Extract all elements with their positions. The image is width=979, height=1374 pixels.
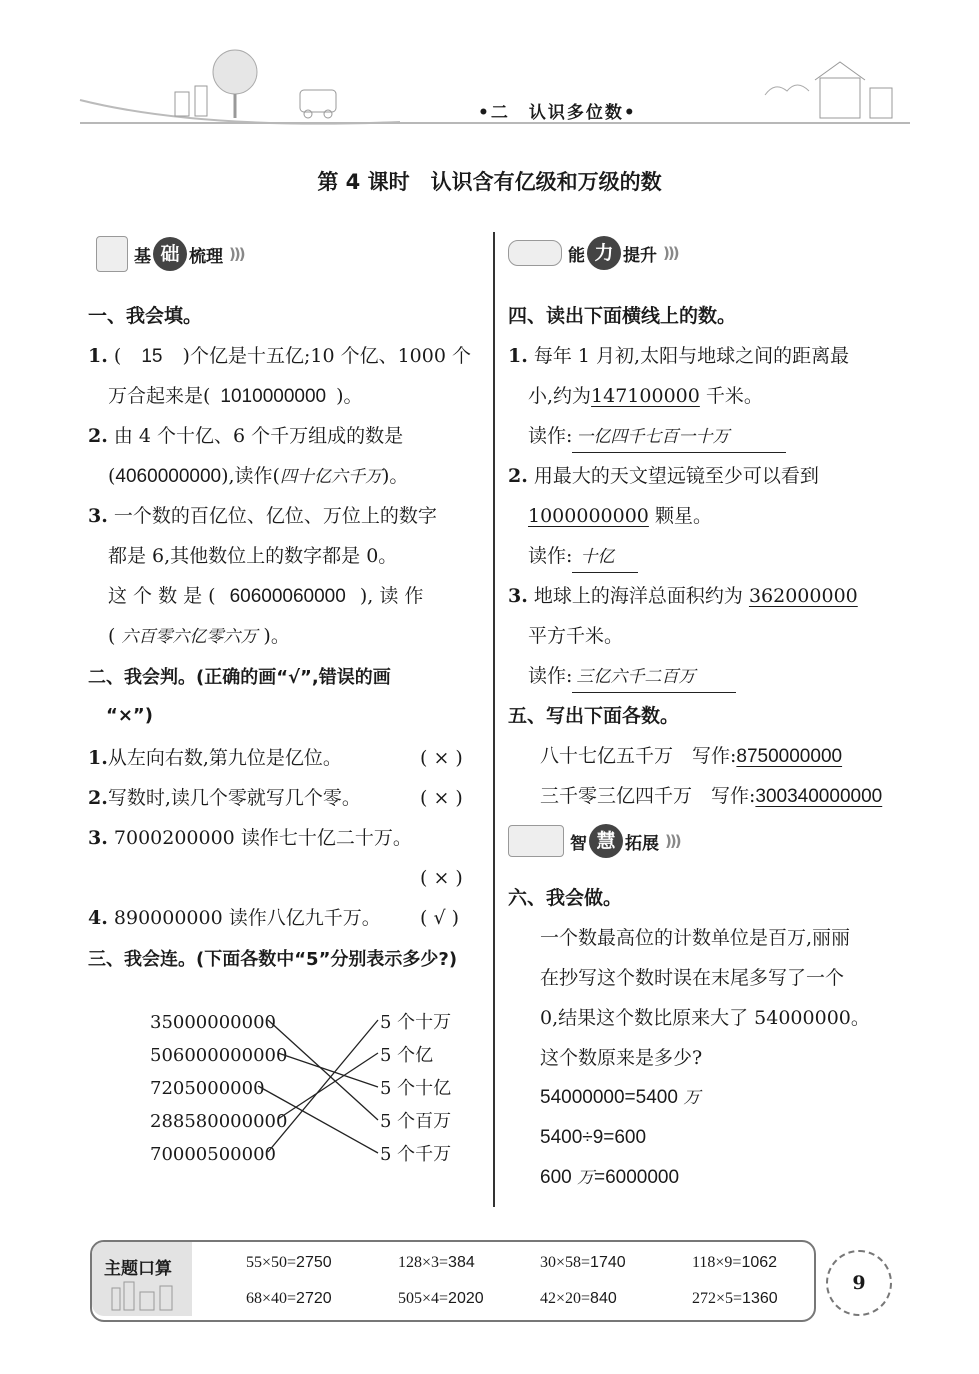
r1-read: 读作: 一亿四千七百一十万: [528, 416, 786, 456]
footer-label: 主题口算: [104, 1259, 172, 1279]
lesson-title: 第 4 课时 认识含有亿级和万级的数: [317, 170, 662, 194]
r3-line-2: 平方千米。: [528, 625, 624, 647]
section-6-heading: 六、我会做。: [508, 887, 623, 909]
judge-1: 1.从左向右数,第九位是亿位。: [88, 747, 342, 769]
r3-read-answer: 三亿六千二百万: [572, 662, 736, 693]
r2-line-2: 1000000000 颗星。: [528, 505, 712, 527]
badge-text: 拓展: [625, 833, 659, 854]
calc-item: 42×20=840: [540, 1290, 617, 1307]
column-divider: [493, 232, 495, 1207]
footer-calc-box: [90, 1240, 816, 1322]
write-2: 三千零三亿四千万 写作:300340000000: [540, 785, 883, 807]
judge-4: 4. 890000000 读作八亿九千万。: [88, 907, 381, 929]
match-left-list: [150, 1006, 287, 1171]
problem-line-4: 这个数原来是多少?: [540, 1047, 703, 1069]
section-5-heading: 五、写出下面各数。: [508, 705, 680, 727]
match-right-item: 5 个百万: [380, 1111, 452, 1132]
q3-line-3: 这 个 数 是 ( 60600060000 ), 读 作: [108, 585, 424, 607]
badge-circle: 力: [587, 236, 621, 270]
write-1-answer: 8750000000: [736, 746, 843, 767]
q3-line-4: ( 六百零六亿零六万 )。: [108, 625, 290, 647]
q2-line-2: (4060000000),读作(四十亿六千万)。: [108, 465, 409, 487]
calc-item: 68×40=2720: [246, 1290, 332, 1307]
judge-3-answer: ( × ): [420, 867, 463, 889]
slide-icon: [96, 236, 128, 272]
solution-line-1: 54000000=5400 万: [540, 1087, 701, 1108]
r2-line-1: 2. 用最大的天文望远镜至少可以看到: [508, 465, 819, 487]
match-left-item: 35000000000: [150, 1012, 276, 1033]
calc-item: 118×9=1062: [692, 1254, 778, 1271]
r1-line-2: 小,约为147100000 千米。: [528, 385, 763, 407]
waves-icon: ))): [665, 832, 680, 850]
q2-answer-2: 四十亿六千万: [279, 467, 382, 487]
q3-line-1: 3. 一个数的百亿位、亿位、万位上的数字: [88, 505, 437, 527]
section-2-heading-cont: “×”): [106, 705, 153, 726]
write-2-answer: 300340000000: [755, 786, 883, 807]
r2-read-answer: 十亿: [572, 542, 638, 573]
judge-3: 3. 7000200000 读作七十亿二十万。: [88, 827, 412, 849]
badge-char: 能: [568, 245, 585, 266]
waves-icon: ))): [663, 244, 678, 262]
problem-line-3: 0,结果这个数比原来大了 54000000。: [540, 1007, 870, 1029]
waves-icon: ))): [229, 245, 244, 263]
judge-4-answer: ( √ ): [420, 907, 460, 929]
r3-read: 读作: 三亿六千二百万: [528, 656, 736, 696]
r1-read-answer: 一亿四千七百一十万: [572, 422, 786, 453]
q3-answer-2: 六百零六亿零六万: [121, 627, 258, 647]
q1-answer-1: 15: [141, 346, 163, 367]
q1-answer-2: 1010000000: [220, 386, 327, 407]
match-left-item: 506000000000: [150, 1045, 288, 1066]
badge-text: 梳理: [189, 246, 223, 267]
judge-2-answer: ( × ): [420, 787, 463, 809]
calc-item: 272×5=1360: [692, 1290, 778, 1307]
match-left-item: 70000500000: [150, 1144, 276, 1165]
match-left-item: 288580000000: [150, 1111, 288, 1132]
r3-line-1: 3. 地球上的海洋总面积约为 362000000: [508, 585, 858, 607]
calc-item: 128×3=384: [398, 1254, 475, 1271]
page-number: 9: [826, 1250, 892, 1316]
section-4-heading: 四、读出下面横线上的数。: [508, 305, 737, 327]
section-1-heading: 一、我会填。: [88, 305, 203, 327]
match-right-item: 5 个十万: [380, 1012, 452, 1033]
match-right-list: [380, 1006, 451, 1171]
calc-item: 55×50=2750: [246, 1254, 332, 1271]
q1-line-1: 1. ( 15 )个亿是十五亿;10 个亿、1000 个: [88, 345, 471, 367]
solution-line-2: 5400÷9=600: [540, 1127, 647, 1148]
solution-line-3: 600 万=6000000: [540, 1167, 680, 1188]
match-left-item: 7205000000: [150, 1078, 265, 1099]
section-2-heading: 二、我会判。(正确的画“√”,错误的画: [88, 667, 391, 688]
section-3-heading: 三、我会连。(下面各数中“5”分别表示多少?): [88, 949, 458, 970]
write-1: 八十七亿五千万 写作:8750000000: [540, 745, 843, 767]
badge-circle: 慧: [589, 824, 623, 858]
q2-answer-1: 4060000000: [115, 466, 222, 487]
r2-read: 读作: 十亿: [528, 536, 638, 576]
chapter-title: •二 认识多位数•: [478, 103, 637, 123]
match-right-item: 5 个亿: [380, 1045, 434, 1066]
q3-answer-1: 60600060000: [229, 586, 346, 607]
badge-char: 智: [570, 833, 587, 854]
q2-line-1: 2. 由 4 个十亿、6 个千万组成的数是: [88, 425, 404, 447]
judge-1-answer: ( × ): [420, 747, 463, 769]
book-icon: [508, 825, 564, 857]
q3-line-2: 都是 6,其他数位上的数字都是 0。: [108, 545, 398, 567]
r1-line-1: 1. 每年 1 月初,太阳与地球之间的距离最: [508, 345, 850, 367]
badge-ability: [508, 236, 678, 270]
calc-item: 505×4=2020: [398, 1290, 484, 1307]
calc-item: 30×58=1740: [540, 1254, 626, 1271]
problem-line-2: 在抄写这个数时误在末尾多写了一个: [540, 967, 845, 989]
problem-line-1: 一个数最高位的计数单位是百万,丽丽: [540, 927, 851, 949]
q1-line-2: 万合起来是( 1010000000 )。: [108, 385, 363, 407]
badge-wisdom: [508, 824, 680, 858]
match-right-item: 5 个千万: [380, 1144, 452, 1165]
match-right-item: 5 个十亿: [380, 1078, 452, 1099]
badge-circle: 础: [153, 237, 187, 271]
badge-text: 提升: [623, 245, 657, 266]
badge-char: 基: [134, 246, 151, 267]
judge-2: 2.写数时,读几个零就写几个零。: [88, 787, 361, 809]
car-icon: [508, 240, 562, 266]
badge-basics: [96, 236, 244, 272]
